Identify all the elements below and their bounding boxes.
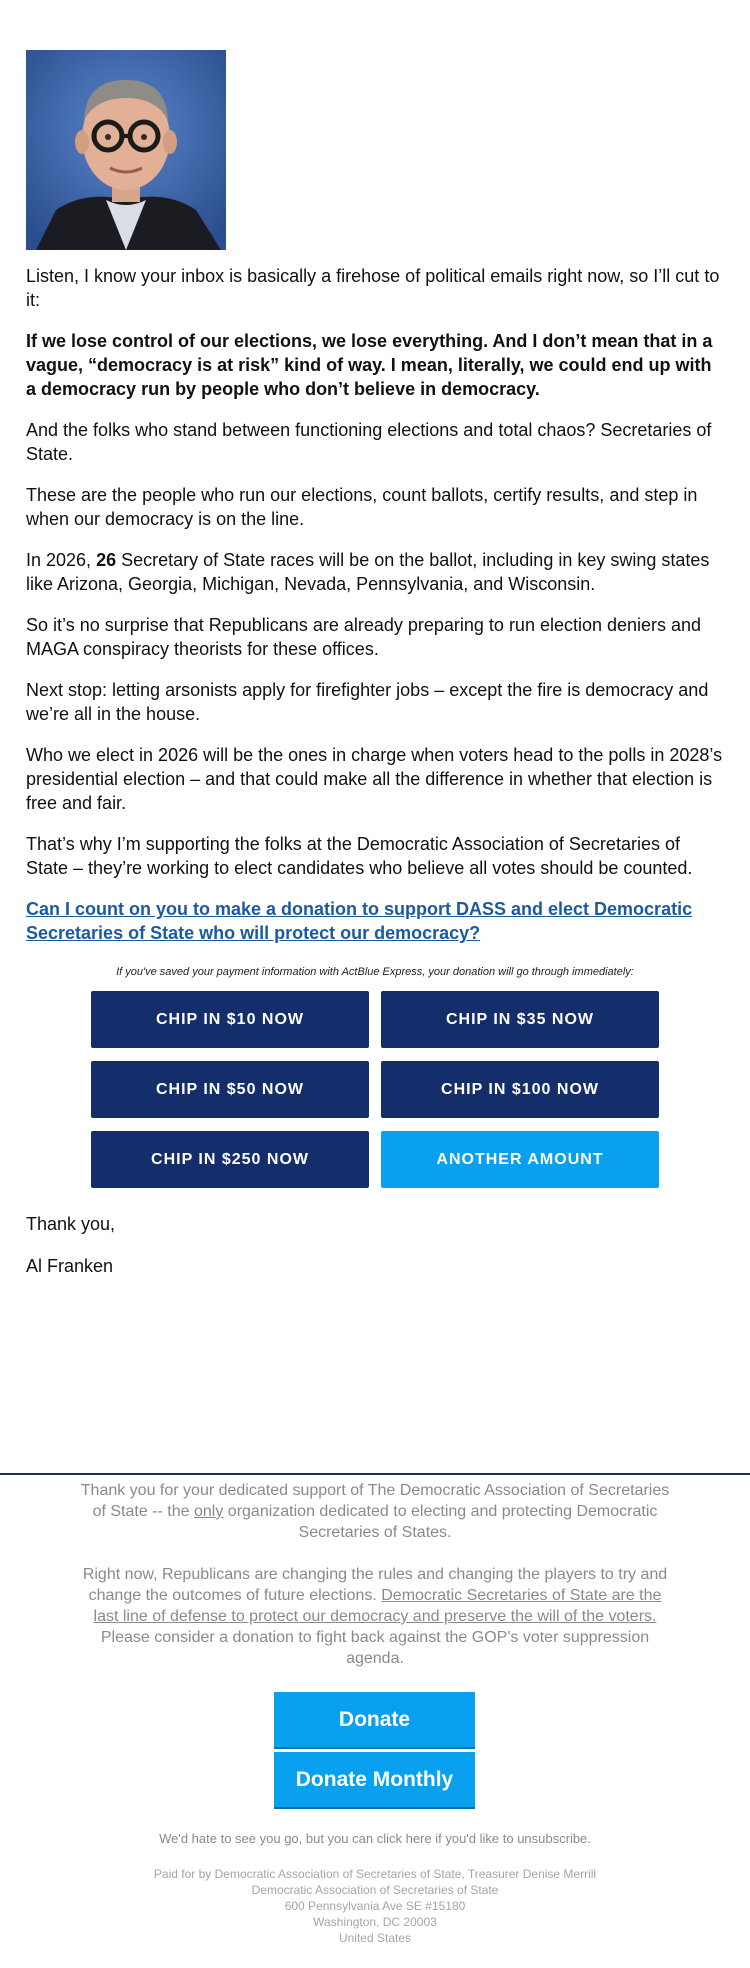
footer-para2-link[interactable]: Democratic Secretaries of State are the last line of defense to protect our democracy and preserve the will of the voters. bbox=[93, 1587, 662, 1625]
address-line-2: Washington, DC 20003 bbox=[313, 1915, 437, 1929]
chip-in-35-button[interactable]: CHIP IN $35 NOW bbox=[381, 991, 659, 1048]
paragraph-races bbox=[26, 548, 726, 596]
donate-button[interactable]: Donate bbox=[274, 1692, 475, 1749]
actblue-express-note: If you've saved your payment information with ActBlue Express, your donation will go through immediately: bbox=[116, 966, 634, 978]
country-line: United States bbox=[338, 1931, 412, 1945]
footer-para1-b: organization dedicated to electing and protecting Democratic Secretaries of States. bbox=[223, 1503, 658, 1541]
chip-in-100-button[interactable]: CHIP IN $100 NOW bbox=[381, 1061, 659, 1118]
footer-para2-b: Please consider a donation to fight back against the GOP's voter suppression agenda. bbox=[100, 1629, 650, 1667]
portrait-image bbox=[26, 50, 226, 250]
paragraph-republicans: So it’s no surprise that Republicans are already preparing to run election deniers and MAGA conspiracy theorists for these offices. bbox=[26, 615, 702, 659]
chip-in-250-button[interactable]: CHIP IN $250 NOW bbox=[91, 1131, 369, 1188]
donation-cta-link[interactable]: Can I count on you to make a donation to support DASS and elect Democratic Secretaries of State who will protect our democracy? bbox=[26, 899, 693, 943]
email-body bbox=[26, 264, 726, 961]
address-line-1: 600 Pennsylvania Ave SE #15180 bbox=[284, 1899, 466, 1913]
chip-in-10-button[interactable]: CHIP IN $10 NOW bbox=[91, 991, 369, 1048]
paragraph-secretaries: And the folks who stand between functioning elections and total chaos? Secretaries of State. bbox=[26, 420, 712, 464]
paragraph-arsonists: Next stop: letting arsonists apply for firefighter jobs – except the fire is democracy and we’re all in the house. bbox=[26, 680, 709, 724]
paragraph-dass: That’s why I’m supporting the folks at the Democratic Association of Secretaries of State – they’re working to elect candidates who believe all votes should be counted. bbox=[26, 834, 693, 878]
footer-support-paragraph bbox=[80, 1480, 670, 1543]
unsubscribe-text[interactable]: We'd hate to see you go, but you can click here if you'd like to unsubscribe. bbox=[159, 1831, 591, 1846]
paragraph-role: These are the people who run our elections, count ballots, certify results, and step in when our democracy is on the line. bbox=[26, 485, 698, 529]
intro-paragraph: Listen, I know your inbox is basically a firehose of political emails right now, so I’ll cut to it: bbox=[26, 266, 720, 310]
footer-divider bbox=[0, 1473, 750, 1475]
races-count: 26 bbox=[96, 550, 117, 570]
paid-for-disclaimer bbox=[0, 1866, 750, 1946]
chip-in-50-button[interactable]: CHIP IN $50 NOW bbox=[91, 1061, 369, 1118]
bold-paragraph: If we lose control of our elections, we lose everything. And I don’t mean that in a vague, “democracy is at risk” kind of way. I mean, literally, we could end up with a democracy run by people who don’t believe in democracy. bbox=[26, 331, 713, 399]
races-text-post: Secretary of State races will be on the ballot, including in key swing states like Arizona, Georgia, Michigan, Nevada, Pennsylvania, and Wisconsin. bbox=[26, 550, 710, 594]
footer-para2-a: Right now, Republicans are changing the rules and changing the players to try and change the outcomes of future elections. bbox=[82, 1566, 668, 1604]
footer-para1-only: only bbox=[193, 1503, 224, 1520]
races-text-pre: In 2026, bbox=[26, 550, 97, 570]
signoff-thanks: Thank you, bbox=[26, 1214, 116, 1234]
another-amount-button[interactable]: ANOTHER AMOUNT bbox=[381, 1131, 659, 1188]
paragraph-2026: Who we elect in 2026 will be the ones in charge when voters head to the polls in 2028’s presidential election – and that could make all the difference in whether that election is free and fair. bbox=[26, 745, 723, 813]
footer-para1-a: Thank you for your dedicated support of The Democratic Association of Secretaries of State -- the bbox=[80, 1482, 670, 1520]
paid-for-line: Paid for by Democratic Association of Secretaries of State, Treasurer Denise Merrill bbox=[153, 1867, 597, 1881]
portrait-photo bbox=[26, 50, 226, 250]
org-name-line: Democratic Association of Secretaries of State bbox=[251, 1883, 499, 1897]
footer-republicans-paragraph bbox=[80, 1564, 670, 1669]
signoff-name: Al Franken bbox=[26, 1256, 114, 1276]
donate-monthly-button[interactable]: Donate Monthly bbox=[274, 1752, 475, 1809]
